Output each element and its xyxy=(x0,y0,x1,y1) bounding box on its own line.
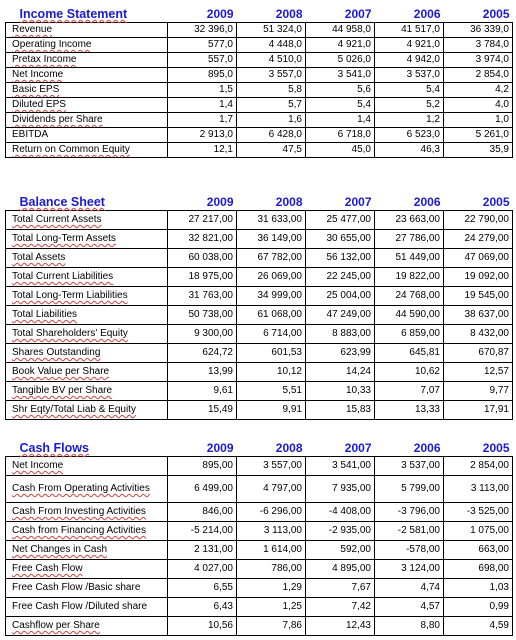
row-label: Cash from Financing Activities xyxy=(6,522,168,541)
value-cell: 7,42 xyxy=(306,598,375,617)
value-cell: 22 790,00 xyxy=(444,211,513,230)
row-label: Free Cash Flow /Diluted share xyxy=(6,598,168,617)
table-row xyxy=(6,401,513,420)
value-cell: 51 324,0 xyxy=(237,23,306,38)
table-row xyxy=(6,211,513,230)
value-cell: 4 510,0 xyxy=(237,53,306,68)
value-cell: 6 428,0 xyxy=(237,128,306,143)
value-cell: -4 408,00 xyxy=(306,503,375,522)
year-header: 2007 xyxy=(344,7,372,21)
value-cell: 1,03 xyxy=(444,579,513,598)
value-cell: 3 541,00 xyxy=(306,457,375,476)
value-cell: 4 921,0 xyxy=(375,38,444,53)
value-cell: 4,2 xyxy=(444,83,513,98)
value-cell: 41 517,0 xyxy=(375,23,444,38)
value-cell: 1,2 xyxy=(375,113,444,128)
year-header: 2006 xyxy=(413,441,441,455)
value-cell: 2 131,00 xyxy=(168,541,237,560)
row-label: Shr Eqty/Total Liab & Equity xyxy=(6,401,168,420)
value-cell: 30 655,00 xyxy=(306,230,375,249)
row-label: Diluted EPS xyxy=(6,98,168,113)
year-header: 2006 xyxy=(413,7,441,21)
value-cell: -2 581,00 xyxy=(375,522,444,541)
value-cell: 4 942,0 xyxy=(375,53,444,68)
row-label: Cashflow per Share xyxy=(6,617,168,636)
value-cell: 22 245,00 xyxy=(306,268,375,287)
cash-flows-header-row xyxy=(6,440,513,457)
value-cell: 61 068,00 xyxy=(237,306,306,325)
value-cell: 4 895,00 xyxy=(306,560,375,579)
value-cell: 7,86 xyxy=(237,617,306,636)
value-cell: 47,5 xyxy=(237,143,306,158)
row-label: Shares Outstanding xyxy=(6,344,168,363)
value-cell: 1 614,00 xyxy=(237,541,306,560)
year-header: 2008 xyxy=(275,195,303,209)
table-row xyxy=(6,230,513,249)
table-row xyxy=(6,53,513,68)
value-cell: 32 396,0 xyxy=(168,23,237,38)
value-cell: 60 038,00 xyxy=(168,249,237,268)
row-label: Revenue xyxy=(6,23,168,38)
table-row xyxy=(6,325,513,344)
value-cell: 19 822,00 xyxy=(375,268,444,287)
value-cell: 601,53 xyxy=(237,344,306,363)
value-cell: 670,87 xyxy=(444,344,513,363)
value-cell: 10,12 xyxy=(237,363,306,382)
value-cell: 44 590,00 xyxy=(375,306,444,325)
table-row xyxy=(6,287,513,306)
value-cell: 557,0 xyxy=(168,53,237,68)
row-label: Total Current Liabilities xyxy=(6,268,168,287)
table-row xyxy=(6,503,513,522)
row-label: Basic EPS xyxy=(6,83,168,98)
cash-flows-table xyxy=(5,440,513,636)
balance-sheet-header-row xyxy=(6,194,513,211)
year-header: 2008 xyxy=(275,7,303,21)
table-row xyxy=(6,249,513,268)
year-header: 2009 xyxy=(206,7,234,21)
value-cell: 9,77 xyxy=(444,382,513,401)
value-cell: 15,49 xyxy=(168,401,237,420)
value-cell: 1,0 xyxy=(444,113,513,128)
value-cell: 2 854,0 xyxy=(444,68,513,83)
value-cell: -2 935,00 xyxy=(306,522,375,541)
value-cell: -3 796,00 xyxy=(375,503,444,522)
value-cell: 46,3 xyxy=(375,143,444,158)
value-cell: 4 448,0 xyxy=(237,38,306,53)
value-cell: 47 249,00 xyxy=(306,306,375,325)
value-cell: 5,6 xyxy=(306,83,375,98)
row-label: Free Cash Flow /Basic share xyxy=(6,579,168,598)
value-cell: 36 149,00 xyxy=(237,230,306,249)
table-row xyxy=(6,476,513,503)
value-cell: 1,7 xyxy=(168,113,237,128)
value-cell: 24 768,00 xyxy=(375,287,444,306)
value-cell: 12,57 xyxy=(444,363,513,382)
value-cell: 6 714,00 xyxy=(237,325,306,344)
row-label: Net Income xyxy=(6,68,168,83)
value-cell: 31 763,00 xyxy=(168,287,237,306)
row-label: Total Current Assets xyxy=(6,211,168,230)
table-row xyxy=(6,579,513,598)
value-cell: 15,83 xyxy=(306,401,375,420)
value-cell: 9 300,00 xyxy=(168,325,237,344)
value-cell: 3 541,0 xyxy=(306,68,375,83)
row-label: Total Shareholders' Equity xyxy=(6,325,168,344)
row-label: EBITDA xyxy=(6,128,168,143)
value-cell: 5 261,0 xyxy=(444,128,513,143)
value-cell: 3 557,0 xyxy=(237,68,306,83)
value-cell: 3 113,00 xyxy=(237,522,306,541)
year-header: 2005 xyxy=(482,7,510,21)
table-row xyxy=(6,83,513,98)
value-cell: 25 004,00 xyxy=(306,287,375,306)
value-cell: 12,1 xyxy=(168,143,237,158)
year-header: 2005 xyxy=(482,195,510,209)
value-cell: -578,00 xyxy=(375,541,444,560)
value-cell: 5 799,00 xyxy=(375,476,444,503)
row-label: Cash From Operating Activities xyxy=(6,476,168,503)
value-cell: 19 545,00 xyxy=(444,287,513,306)
value-cell: 663,00 xyxy=(444,541,513,560)
value-cell: 3 537,00 xyxy=(375,457,444,476)
value-cell: 50 738,00 xyxy=(168,306,237,325)
value-cell: 624,72 xyxy=(168,344,237,363)
value-cell: 44 958,0 xyxy=(306,23,375,38)
balance-sheet-table xyxy=(5,194,513,420)
table-row xyxy=(6,344,513,363)
row-label: Net Income xyxy=(6,457,168,476)
value-cell: 2 854,00 xyxy=(444,457,513,476)
row-label: Pretax Income xyxy=(6,53,168,68)
value-cell: 45,0 xyxy=(306,143,375,158)
value-cell: 698,00 xyxy=(444,560,513,579)
cash-flows-title: Cash Flows xyxy=(19,441,89,455)
value-cell: 4,74 xyxy=(375,579,444,598)
value-cell: 26 069,00 xyxy=(237,268,306,287)
year-header: 2006 xyxy=(413,195,441,209)
value-cell: 27 217,00 xyxy=(168,211,237,230)
value-cell: 5,2 xyxy=(375,98,444,113)
value-cell: 5,4 xyxy=(306,98,375,113)
value-cell: -5 214,00 xyxy=(168,522,237,541)
value-cell: 9,61 xyxy=(168,382,237,401)
value-cell: 895,00 xyxy=(168,457,237,476)
value-cell: 5 026,0 xyxy=(306,53,375,68)
year-header: 2007 xyxy=(344,195,372,209)
value-cell: 5,51 xyxy=(237,382,306,401)
value-cell: 6 523,0 xyxy=(375,128,444,143)
value-cell: 577,0 xyxy=(168,38,237,53)
table-row xyxy=(6,98,513,113)
income-statement-section xyxy=(5,6,512,158)
value-cell: 592,00 xyxy=(306,541,375,560)
value-cell: 6,55 xyxy=(168,579,237,598)
value-cell: 1,6 xyxy=(237,113,306,128)
value-cell: 10,56 xyxy=(168,617,237,636)
value-cell: 846,00 xyxy=(168,503,237,522)
value-cell: 623,99 xyxy=(306,344,375,363)
value-cell: 4,57 xyxy=(375,598,444,617)
value-cell: 6,43 xyxy=(168,598,237,617)
value-cell: 645,81 xyxy=(375,344,444,363)
value-cell: 10,33 xyxy=(306,382,375,401)
cash-flows-section xyxy=(5,440,512,636)
value-cell: 17,91 xyxy=(444,401,513,420)
value-cell: 8,80 xyxy=(375,617,444,636)
row-label: Operating Income xyxy=(6,38,168,53)
value-cell: 786,00 xyxy=(237,560,306,579)
income-statement-table xyxy=(5,6,513,158)
value-cell: 13,99 xyxy=(168,363,237,382)
balance-sheet-section xyxy=(5,194,512,420)
value-cell: 25 477,00 xyxy=(306,211,375,230)
table-row xyxy=(6,382,513,401)
table-row xyxy=(6,541,513,560)
row-label: Total Long-Term Liabilities xyxy=(6,287,168,306)
value-cell: 4,59 xyxy=(444,617,513,636)
table-row xyxy=(6,143,513,158)
value-cell: -3 525,00 xyxy=(444,503,513,522)
value-cell: 12,43 xyxy=(306,617,375,636)
value-cell: 47 069,00 xyxy=(444,249,513,268)
table-row xyxy=(6,617,513,636)
value-cell: 34 999,00 xyxy=(237,287,306,306)
row-label: Cash From Investing Activities xyxy=(6,503,168,522)
year-header: 2008 xyxy=(275,441,303,455)
table-row xyxy=(6,68,513,83)
value-cell: 9,91 xyxy=(237,401,306,420)
table-row xyxy=(6,363,513,382)
table-row xyxy=(6,113,513,128)
value-cell: 3 784,0 xyxy=(444,38,513,53)
value-cell: 5,7 xyxy=(237,98,306,113)
value-cell: 36 339,0 xyxy=(444,23,513,38)
value-cell: 3 557,00 xyxy=(237,457,306,476)
value-cell: 1,5 xyxy=(168,83,237,98)
row-label: Total Assets xyxy=(6,249,168,268)
value-cell: 24 279,00 xyxy=(444,230,513,249)
value-cell: 23 663,00 xyxy=(375,211,444,230)
value-cell: 14,24 xyxy=(306,363,375,382)
value-cell: 27 786,00 xyxy=(375,230,444,249)
table-row xyxy=(6,268,513,287)
row-label: Total Long-Term Assets xyxy=(6,230,168,249)
table-row xyxy=(6,38,513,53)
value-cell: 10,62 xyxy=(375,363,444,382)
value-cell: 3 974,0 xyxy=(444,53,513,68)
year-header: 2009 xyxy=(206,441,234,455)
row-label: Net Changes in Cash xyxy=(6,541,168,560)
value-cell: 1,29 xyxy=(237,579,306,598)
value-cell: 4 797,00 xyxy=(237,476,306,503)
value-cell: 13,33 xyxy=(375,401,444,420)
value-cell: 6 859,00 xyxy=(375,325,444,344)
value-cell: 19 092,00 xyxy=(444,268,513,287)
value-cell: 7,67 xyxy=(306,579,375,598)
year-header: 2009 xyxy=(206,195,234,209)
value-cell: 6 499,00 xyxy=(168,476,237,503)
row-label: Free Cash Flow xyxy=(6,560,168,579)
value-cell: 0,99 xyxy=(444,598,513,617)
balance-sheet-title: Balance Sheet xyxy=(19,195,105,209)
value-cell: 35,9 xyxy=(444,143,513,158)
table-row xyxy=(6,598,513,617)
value-cell: 18 975,00 xyxy=(168,268,237,287)
table-row xyxy=(6,560,513,579)
table-row xyxy=(6,522,513,541)
value-cell: 8 883,00 xyxy=(306,325,375,344)
row-label: Tangible BV per Share xyxy=(6,382,168,401)
value-cell: 67 782,00 xyxy=(237,249,306,268)
value-cell: 31 633,00 xyxy=(237,211,306,230)
table-row xyxy=(6,23,513,38)
value-cell: 1,25 xyxy=(237,598,306,617)
value-cell: 3 113,00 xyxy=(444,476,513,503)
income-statement-title: Income Statement xyxy=(19,7,128,21)
value-cell: 2 913,0 xyxy=(168,128,237,143)
value-cell: 7 935,00 xyxy=(306,476,375,503)
value-cell: 3 537,0 xyxy=(375,68,444,83)
value-cell: 3 124,00 xyxy=(375,560,444,579)
value-cell: -6 296,00 xyxy=(237,503,306,522)
value-cell: 8 432,00 xyxy=(444,325,513,344)
value-cell: 895,0 xyxy=(168,68,237,83)
value-cell: 1 075,00 xyxy=(444,522,513,541)
value-cell: 4,0 xyxy=(444,98,513,113)
value-cell: 1,4 xyxy=(306,113,375,128)
value-cell: 1,4 xyxy=(168,98,237,113)
table-row xyxy=(6,128,513,143)
value-cell: 5,8 xyxy=(237,83,306,98)
table-row xyxy=(6,306,513,325)
value-cell: 4 921,0 xyxy=(306,38,375,53)
row-label: Total Liabilities xyxy=(6,306,168,325)
year-header: 2005 xyxy=(482,441,510,455)
table-row xyxy=(6,457,513,476)
value-cell: 4 027,00 xyxy=(168,560,237,579)
value-cell: 51 449,00 xyxy=(375,249,444,268)
value-cell: 38 637,00 xyxy=(444,306,513,325)
income-statement-header-row xyxy=(6,6,513,23)
row-label: Return on Common Equity xyxy=(6,143,168,158)
value-cell: 56 132,00 xyxy=(306,249,375,268)
row-label: Book Value per Share xyxy=(6,363,168,382)
value-cell: 7,07 xyxy=(375,382,444,401)
value-cell: 32 821,00 xyxy=(168,230,237,249)
year-header: 2007 xyxy=(344,441,372,455)
value-cell: 5,4 xyxy=(375,83,444,98)
value-cell: 6 718,0 xyxy=(306,128,375,143)
row-label: Dividends per Share xyxy=(6,113,168,128)
